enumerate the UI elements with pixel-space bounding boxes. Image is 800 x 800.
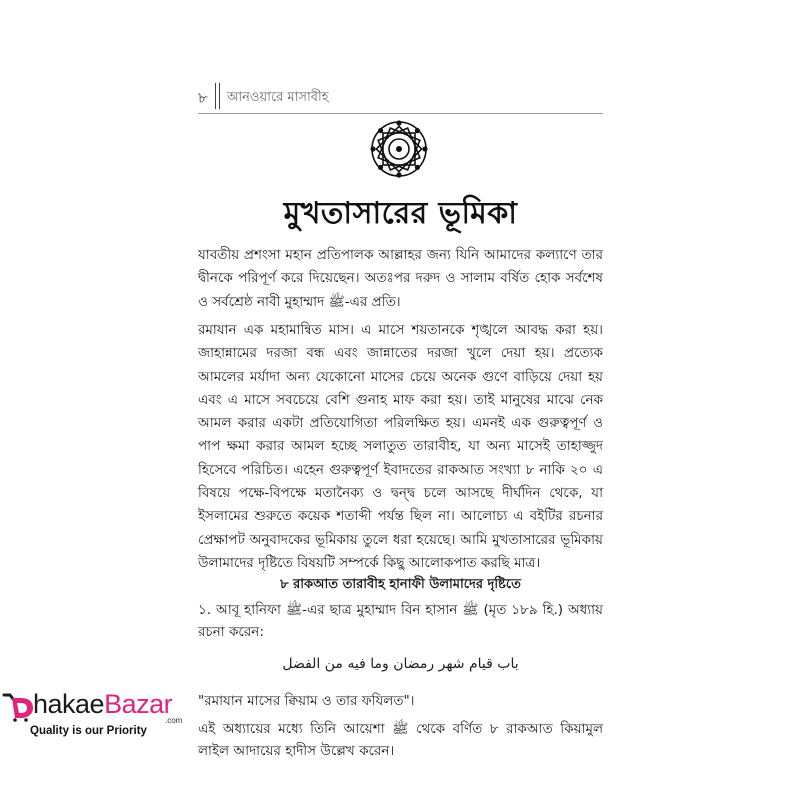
closing-paragraph: এই অধ্যায়ের মধ্যে তিনি আয়েশা ﷺ থেকে বর্ণিত ৮ রাকআত কিয়ামুল লাইল আদায়ের হাদীস উল্লেখ করেন। bbox=[198, 721, 603, 759]
dhakaebazar-watermark-logo bbox=[2, 690, 202, 750]
shopping-cart-d-icon bbox=[2, 692, 36, 722]
page-number: ৮ bbox=[198, 89, 208, 107]
translated-chapter-heading: "রমাযান মাসের ক্বিয়াম ও তার ফযিলত"। bbox=[198, 693, 415, 709]
numbered-item-1: ১. আবূ হানিফা ﷺ-এর ছাত্র মুহাম্মাদ বিন হাসান ﷺ (মৃত ১৮৯ হি.) অধ্যায় রচনা করেন: bbox=[198, 602, 603, 640]
logo-name-part1: hakae bbox=[33, 689, 105, 719]
logo-wordmark bbox=[33, 689, 172, 720]
logo-tagline: Quality is our Priority bbox=[30, 725, 147, 737]
book-title: আনওয়ারে মাসাবীহ bbox=[227, 90, 329, 105]
chapter-title: মুখতাসারের ভূমিকা bbox=[283, 196, 518, 231]
geometric-star-ornament-icon bbox=[369, 119, 429, 179]
logo-name-part2: Bazar bbox=[104, 689, 173, 719]
intro-paragraph: যাবতীয় প্রশংসা মহান প্রতিপালক আল্লাহর জন্য যিনি আমাদের কল্যাণে তার দ্বীনকে পরিপূর্ণ করে দিয়েছেন। অতঃপর দরুদ ও সালাম বর্ষিত হোক সর্বশেষ ও সর্বশ্রেষ্ঠ নাবী মুহাম্মাদ ﷺ-এর প্রতি। bbox=[198, 247, 603, 310]
section-subheading: ৮ রাকআত তারাবীহ হানাফী উলামাদের দৃষ্টিতে bbox=[280, 577, 521, 592]
running-header bbox=[198, 83, 603, 114]
ramadan-paragraph: রমাযান এক মহামান্বিত মাস। এ মাসে শয়তানকে শৃঙ্খলে আবদ্ধ করা হয়। জাহান্নামের দরজা বন্ধ এবং জান্নাতের দরজা খুলে দেয়া হয়। প্রত্যেক আমলের মর্যাদা অন্য যেকোনো মাসের চেয়ে অনেক গুণে বাড়িয়ে দেয়া হয় এবং এ মাসে সবচেয়ে বেশি গুনাহ মাফ করা হয়। তাই মানুষের মাঝে নেক আমল করার একটা প্রতিযোগিতা পরিলক্ষিত হয়। এমনই এক গুরুত্বপূর্ণ ও পাপ ক্ষমা করার আমল হচ্ছে সলাতুত তারাবীহ, যা অন্য মাসেই তাহাজ্জুদ হিসেবে পরিচিত। এহেন গুরুত্বপূর্ণ ইবাদতের রাকআত সংখ্যা ৮ নাকি ২০ এ বিষয়ে পক্ষে-বিপক্ষে মতানৈক্য ও দ্বন্দ্ব চলে আসছে দীর্ঘদিন থেকে, যা ইসলামের শুরুতে কয়েক শতাব্দী পর্যন্ত ছিল না। আলোচ্য এ বইটির রচনার প্রেক্ষাপট অনুবাদকের ভূমিকায় তুলে ধরা হয়েছে। আমি মুখতাসারের ভূমিকায় উলামাদের দৃষ্টিতে বিষয়টি সম্পর্কে কিছু আলোকপাত করছি মাত্র। bbox=[198, 322, 603, 571]
logo-domain: .com bbox=[165, 716, 183, 725]
arabic-chapter-heading: باب قيام شهر رمضان وما فيه من الفضل bbox=[282, 656, 519, 672]
header-divider bbox=[215, 83, 220, 109]
